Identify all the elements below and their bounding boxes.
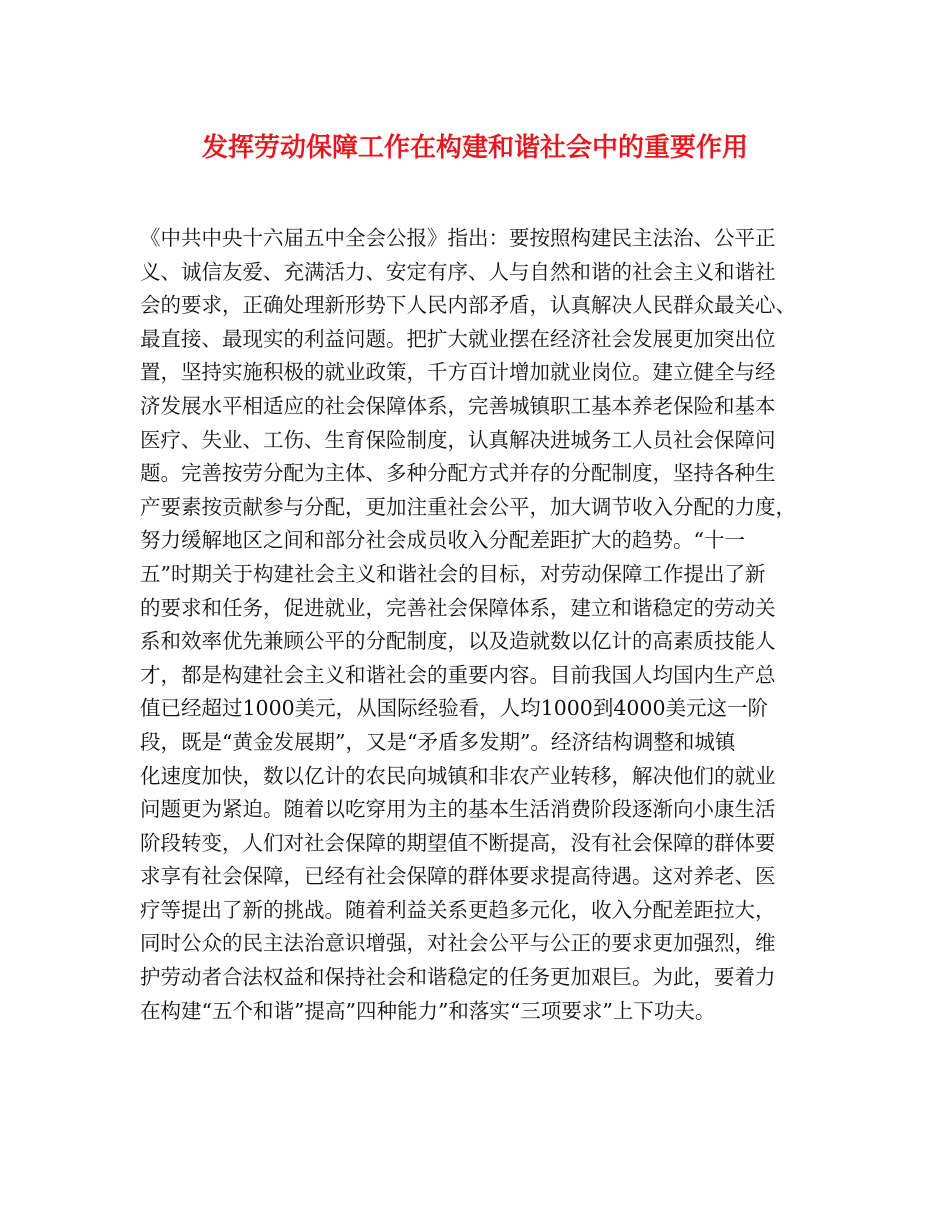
body-line: 努力缓解地区之间和部分社会成员收入分配差距扩大的趋势。“十一 — [140, 528, 745, 553]
body-line: 阶段转变，人们对社会保障的期望值不断提高，没有社会保障的群体要 — [140, 830, 776, 855]
body-line: 医疗、失业、工伤、生育保险制度，认真解决进城务工人员社会保障问 — [140, 427, 776, 452]
document-body — [140, 222, 830, 1028]
body-line: 才，都是构建社会主义和谐社会的重要内容。目前我国人均国内生产总 — [140, 662, 776, 687]
body-line: 济发展水平相适应的社会保障体系，完善城镇职工基本养老保险和基本 — [140, 393, 776, 418]
body-line: 求享有社会保障，已经有社会保障的群体要求提高待遇。这对养老、医 — [140, 864, 776, 889]
body-line: 《中共中央十六届五中全会公报》指出：要按照构建民主法治、公平正 — [140, 226, 776, 250]
body-line: 会的要求，正确处理新形势下人民内部矛盾，认真解决人民群众最关心、 — [140, 293, 796, 318]
body-line: 五”时期关于构建社会主义和谐社会的目标，对劳动保障工作提出了新 — [140, 561, 766, 586]
body-line: 的要求和任务，促进就业，完善社会保障体系，建立和谐稳定的劳动关 — [140, 595, 776, 620]
body-line: 问题更为紧迫。随着以吃穿用为主的基本生活消费阶段逐渐向小康生活 — [140, 797, 776, 822]
body-line: 同时公众的民主法治意识增强，对社会公平与公正的要求更加强烈，维 — [140, 931, 776, 956]
body-line: 在构建“五个和谐”提高”四种能力”和落实“三项要求”上下功夫。 — [140, 998, 716, 1023]
body-line: 化速度加快，数以亿计的农民向城镇和非农产业转移，解决他们的就业 — [140, 763, 776, 788]
body-line: 护劳动者合法权益和保持社会和谐稳定的任务更加艰巨。为此，要着力 — [140, 965, 776, 990]
body-line: 值已经超过1000美元，从国际经验看，人均1000到4000美元这一阶 — [140, 696, 769, 721]
body-line: 系和效率优先兼顾公平的分配制度，以及造就数以亿计的高素质技能人 — [140, 629, 776, 654]
body-line: 段，既是“黄金发展期”，又是“矛盾多发期”。经济结构调整和城镇 — [140, 729, 736, 754]
body-line: 义、诚信友爱、充满活力、安定有序、人与自然和谐的社会主义和谐社 — [140, 259, 776, 284]
body-line: 置，坚持实施积极的就业政策，千方百计增加就业岗位。建立健全与经 — [140, 360, 776, 385]
body-line: 最直接、最现实的利益问题。把扩大就业摆在经济社会发展更加突出位 — [140, 326, 776, 351]
document-title: 发挥劳动保障工作在构建和谐社会中的重要作用 — [201, 133, 748, 163]
body-line: 产要素按贡献参与分配，更加注重社会公平，加大调节收入分配的力度， — [140, 494, 796, 519]
body-line: 题。完善按劳分配为主体、多种分配方式并存的分配制度，坚持各种生 — [140, 461, 776, 486]
body-line: 疗等提出了新的挑战。随着利益关系更趋多元化，收入分配差距拉大， — [140, 897, 776, 922]
